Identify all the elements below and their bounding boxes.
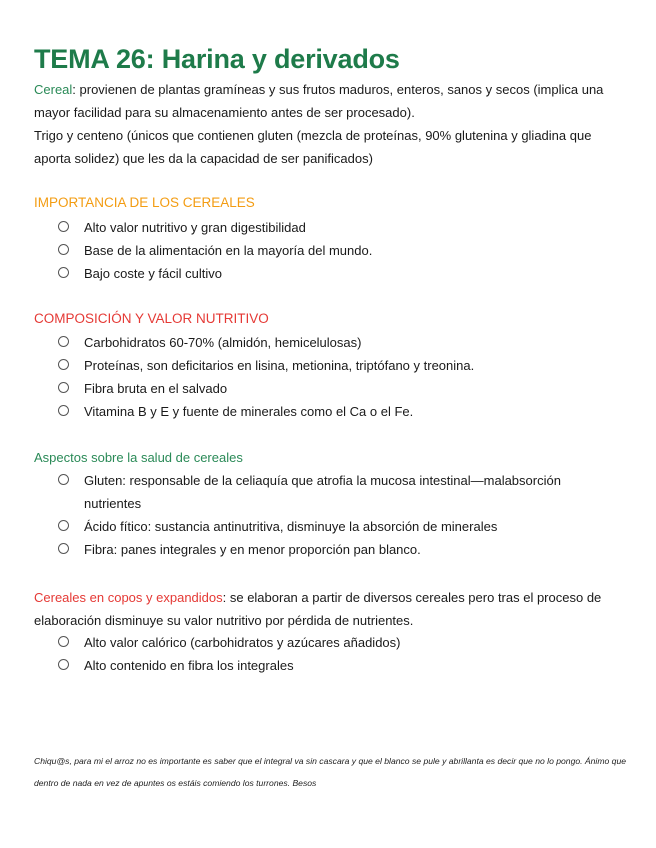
- salud-heading: Aspectos sobre la salud de cereales: [34, 450, 243, 465]
- copos-term: Cereales en copos y expandidos: [34, 590, 223, 605]
- bullet-circle-icon: [58, 267, 69, 278]
- list-item: Fibra bruta en el salvado: [58, 377, 618, 400]
- composicion-heading: COMPOSICIÓN Y VALOR NUTRITIVO: [34, 311, 269, 326]
- importancia-heading: IMPORTANCIA DE LOS CEREALES: [34, 195, 255, 210]
- copos-text: : se elaboran a partir de diversos cereales pero tras el proceso de elaboración disminuye su valor nutritivo por pérdida de nutrientes.: [34, 590, 602, 628]
- intro-paragraph: [34, 78, 624, 170]
- cereal-term: Cereal: [34, 82, 73, 97]
- page-title: TEMA 26: Harina y derivados: [34, 44, 400, 74]
- bullet-circle-icon: [58, 336, 69, 347]
- trigo-centeno-text: Trigo y centeno (únicos que contienen gluten (mezcla de proteínas, 90% glutenina y gliadina que aporta solidez) que les da la capacidad de ser panificados): [34, 128, 592, 166]
- bullet-circle-icon: [58, 543, 69, 554]
- composicion-list: [58, 331, 618, 423]
- bullet-circle-icon: [58, 659, 69, 670]
- list-item: Vitamina B y E y fuente de minerales como el Ca o el Fe.: [58, 400, 618, 423]
- salud-list: [58, 469, 618, 561]
- bullet-circle-icon: [58, 221, 69, 232]
- cereal-definition: [34, 78, 624, 124]
- bullet-circle-icon: [58, 405, 69, 416]
- list-item: Alto valor calórico (carbohidratos y azúcares añadidos): [58, 631, 618, 654]
- bullet-circle-icon: [58, 382, 69, 393]
- list-item: Fibra: panes integrales y en menor proporción pan blanco.: [58, 538, 618, 561]
- list-item: Alto valor nutritivo y gran digestibilidad: [58, 216, 618, 239]
- bullet-circle-icon: [58, 244, 69, 255]
- bullet-circle-icon: [58, 636, 69, 647]
- copos-list: [58, 631, 618, 677]
- list-item: Gluten: responsable de la celiaquía que atrofia la mucosa intestinal—malabsorción nutrientes: [58, 469, 618, 515]
- bullet-circle-icon: [58, 474, 69, 485]
- bullet-circle-icon: [58, 520, 69, 531]
- footnote: Chiqu@s, para mi el arroz no es importante es saber que el integral va sin cascara y que el blanco se pule y abrillanta es decir que no lo pongo. Ánimo que dentro de nada en vez de apuntes os estáis comiendo los turrones. Besos: [34, 756, 627, 788]
- bullet-circle-icon: [58, 359, 69, 370]
- copos-paragraph: [34, 586, 624, 632]
- list-item: Bajo coste y fácil cultivo: [58, 262, 618, 285]
- cereal-definition-text: : provienen de plantas gramíneas y sus frutos maduros, enteros, sanos y secos (implica una mayor facilidad para su almacenamiento antes de ser procesado).: [34, 82, 604, 120]
- list-item: Ácido fítico: sustancia antinutritiva, disminuye la absorción de minerales: [58, 515, 618, 538]
- list-item: Proteínas, son deficitarios en lisina, metionina, triptófano y treonina.: [58, 354, 618, 377]
- list-item: Alto contenido en fibra los integrales: [58, 654, 618, 677]
- importancia-list: [58, 216, 618, 285]
- list-item: Base de la alimentación en la mayoría del mundo.: [58, 239, 618, 262]
- list-item: Carbohidratos 60-70% (almidón, hemicelulosas): [58, 331, 618, 354]
